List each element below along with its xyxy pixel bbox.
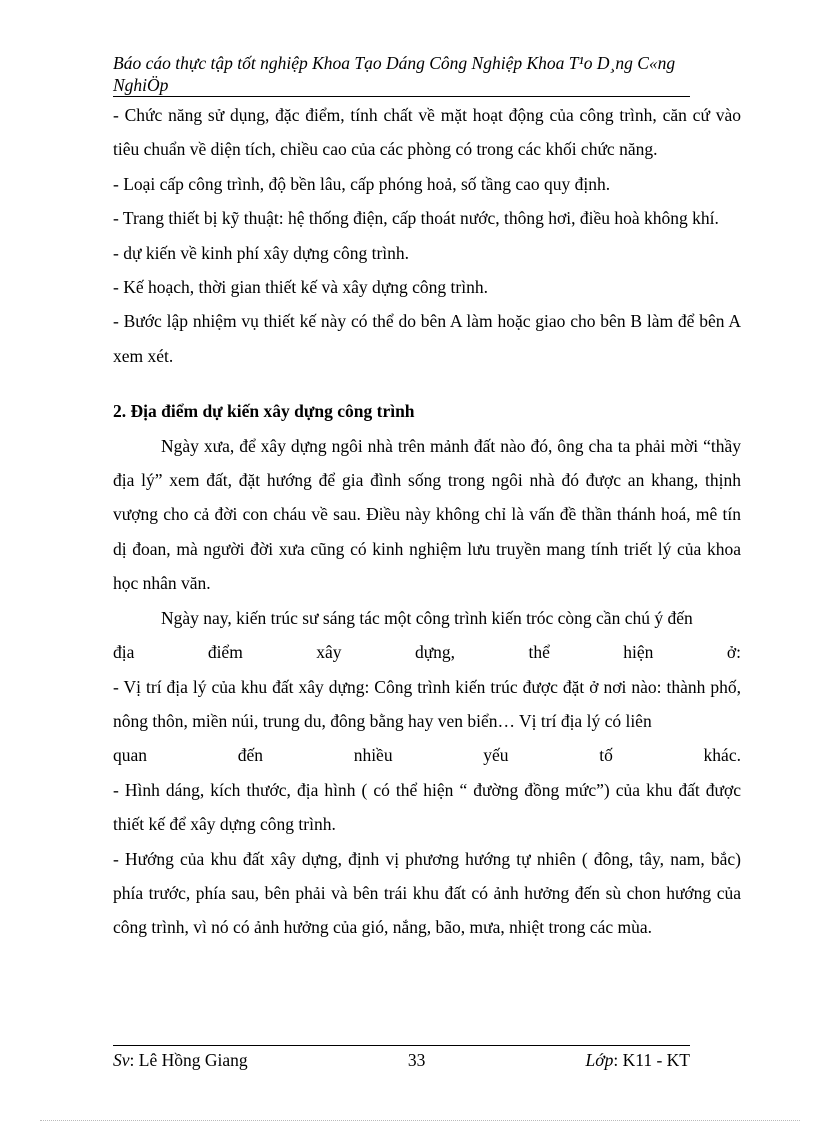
student-info <box>113 1050 248 1071</box>
page-bottom-dotted-line <box>40 1120 800 1121</box>
class-info <box>586 1050 690 1071</box>
word: thể <box>528 642 550 663</box>
word: quan <box>113 745 148 766</box>
word: địa <box>113 642 135 663</box>
word: xây <box>316 642 342 663</box>
header-divider <box>113 96 690 97</box>
class-value: : K11 - KT <box>613 1050 690 1070</box>
page-footer <box>113 1050 690 1071</box>
section-heading: 2. Địa điểm dự kiến xây dựng công trình <box>113 401 415 422</box>
spread-line-location <box>113 635 741 669</box>
word: đến <box>237 745 263 766</box>
paragraph-schedule: - Kế hoạch, thời gian thiết kế và xây dựng công trình. <box>113 277 488 298</box>
word: dựng, <box>414 642 456 663</box>
page-number: 33 <box>407 1050 426 1070</box>
student-label: Sv <box>113 1050 130 1070</box>
paragraph-design-task: - Bước lập nhiệm vụ thiết kế này có thể do bên A làm hoặc giao cho bên B làm để bên A xem xét. <box>113 311 741 366</box>
word: hiện <box>623 642 654 663</box>
page-header <box>113 52 723 96</box>
paragraph-terrain: - Hình dáng, kích thước, địa hình ( có thể hiện “ đường đồng mức”) của khu đất được thiết kế để xây dựng công trình. <box>113 779 741 835</box>
word: yếu <box>483 745 509 766</box>
header-line-1: Báo cáo thực tập tốt nghiệp Khoa Tạo Dáng Công Nghiệp Khoa T¹o D¸ng C«ng <box>113 53 676 73</box>
footer-divider <box>113 1045 690 1046</box>
paragraph-budget: - dự kiến về kinh phí xây dựng công trình. <box>113 242 410 263</box>
word: ở: <box>726 642 741 663</box>
header-line-2: NghiÖp <box>113 75 169 95</box>
paragraph-technical-equipment: - Trang thiết bị kỹ thuật: hệ thống điện, cấp thoát nước, thông hơi, điều hoà không khí. <box>113 208 719 229</box>
student-name: : Lê Hồng Giang <box>129 1050 248 1070</box>
word: nhiều <box>353 745 393 766</box>
page-body <box>113 98 741 945</box>
paragraph-history: Ngày xưa, để xây dựng ngôi nhà trên mảnh đất nào đó, ông cha ta phải mời “thầy địa lý” xem đất, đặt hướng để gia đình sống trong ngôi nhà đó được an khang, thịnh vượng cho cả đời con cháu về sau. Điều này không chỉ là vấn đề thần thánh hoá, mê tín dị đoan, mà người đời xưa cũng có kinh nghiệm lưu truyền mang tính triết lý của khoa học nhân văn. <box>113 435 741 594</box>
word: khác. <box>703 745 741 766</box>
paragraph-building-grade: - Loại cấp công trình, độ bền lâu, cấp phóng hoả, số tầng cao quy định. <box>113 173 611 194</box>
word: điểm <box>207 642 243 663</box>
word: tố <box>599 745 613 766</box>
paragraph-geographic-position: - Vị trí địa lý của khu đất xây dựng: Công trình kiến trúc được đặt ở nơi nào: thành phố, nông thôn, miền núi, trung du, đông bằng hay ven biển… Vị trí địa lý có liên <box>113 676 741 731</box>
paragraph-today: Ngày nay, kiến trúc sư sáng tác một công trình kiến tróc còng cần chú ý đến <box>161 607 693 628</box>
paragraph-orientation: - Hướng của khu đất xây dựng, định vị phương hướng tự nhiên ( đông, tây, nam, bắc) phía trước, phía sau, bên phải và bên trái khu đất có ảnh hưởng đến sù chon hướng của công trình, vì nó có ảnh hưởng của gió, nắng, bão, mưa, nhiệt trong các mùa. <box>113 848 741 938</box>
paragraph-function: - Chức năng sử dụng, đặc điểm, tính chất về mặt hoạt động của công trình, căn cứ vào tiêu chuẩn về diện tích, chiều cao của các phòng có trong các khối chức năng. <box>113 105 741 160</box>
spread-line-factors <box>113 738 741 772</box>
class-label: Lớp <box>585 1050 614 1070</box>
